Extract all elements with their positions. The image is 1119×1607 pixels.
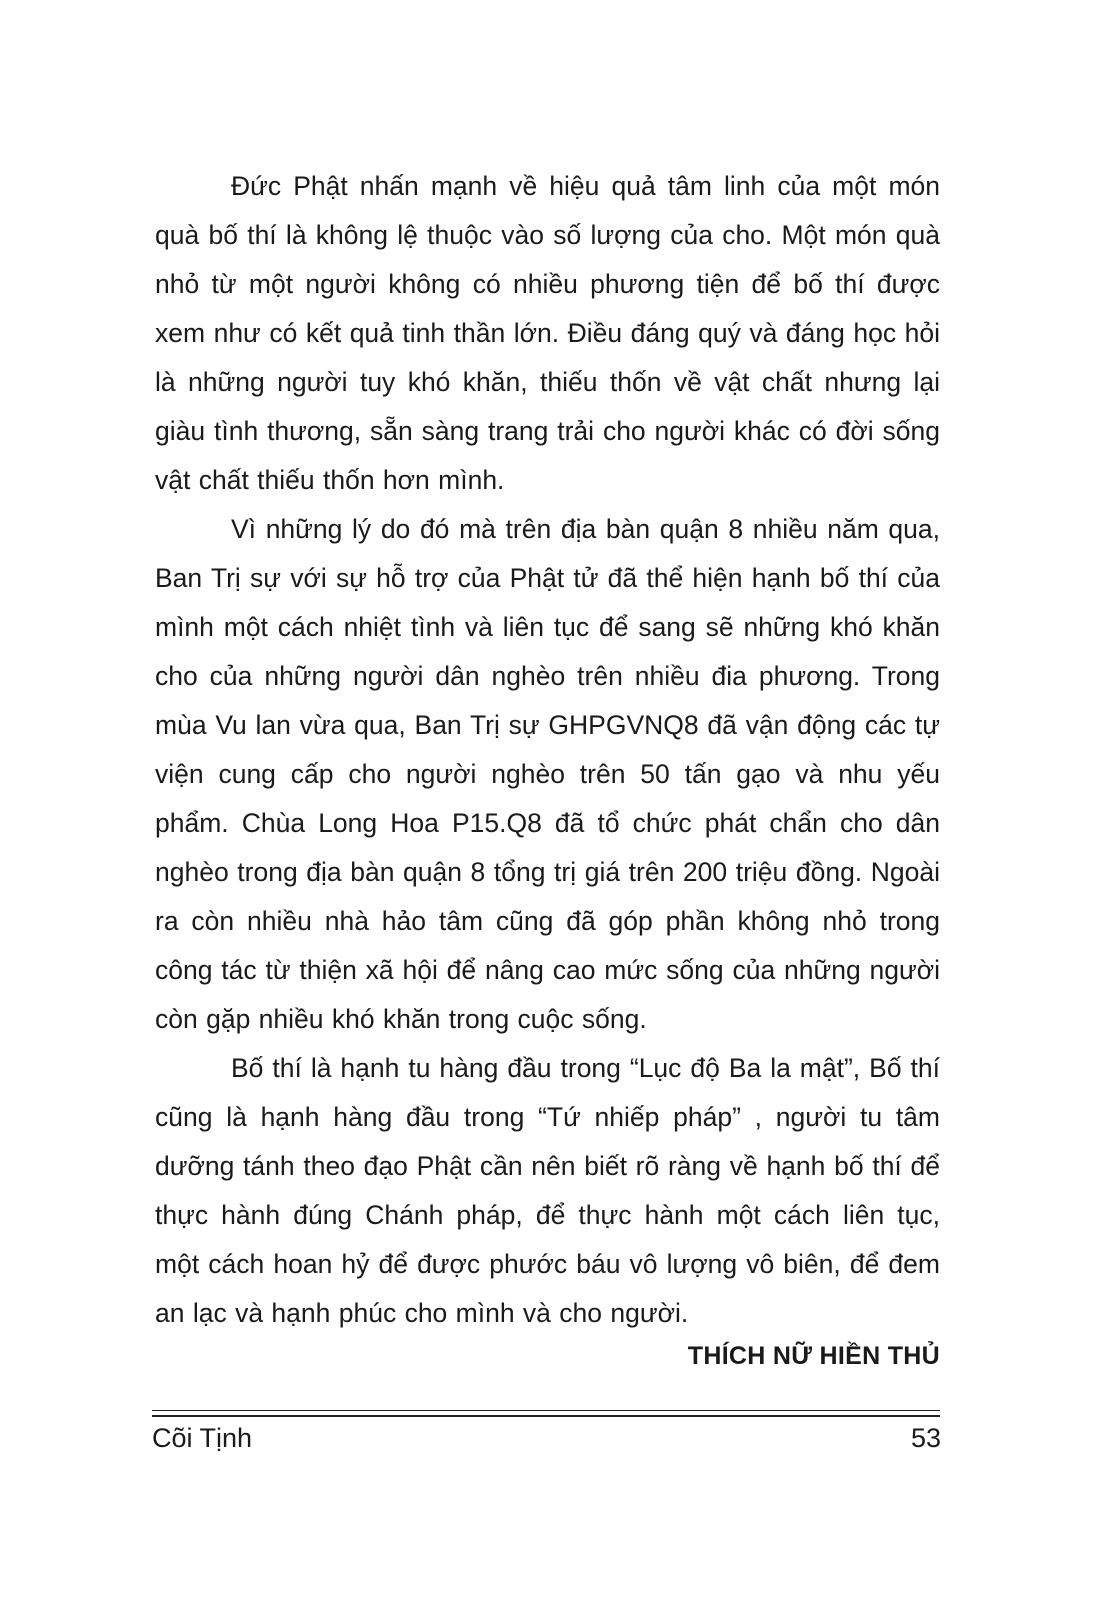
footer-publication-title: Cõi Tịnh [152, 1423, 253, 1453]
footer-divider-bold [152, 1415, 940, 1417]
footer-divider [152, 1410, 940, 1411]
footer-page-number: 53 [910, 1423, 941, 1453]
article-body [155, 162, 940, 1338]
paragraph-3: Bố thí là hạnh tu hàng đầu trong “Lục độ Ba la mật”, Bố thí cũng là hạnh hàng đầu trong “Tứ nhiếp pháp” , người tu tâm dưỡng tánh theo đạo Phật cần nên biết rõ ràng về hạnh bố thí để thực hành đúng Chánh pháp, để thực hành một cách liên tục, một cách hoan hỷ để được phước báu vô lượng vô biên, để đem an lạc và hạnh phúc cho mình và cho người. [155, 1053, 940, 1328]
paragraph-2: Vì những lý do đó mà trên địa bàn quận 8 nhiều năm qua, Ban Trị sự với sự hỗ trợ của Phật tử đã thể hiện hạnh bố thí của mình một cách nhiệt tình và liên tục để sang sẽ những khó khăn cho của những người dân nghèo trên nhiều đia phương. Trong mùa Vu lan vừa qua, Ban Trị sự GHPGVNQ8 đã vận động các tự viện cung cấp cho người nghèo trên 50 tấn gạo và nhu yếu phẩm. Chùa Long Hoa P15.Q8 đã tổ chức phát chẩn cho dân nghèo trong địa bàn quận 8 tổng trị giá trên 200 triệu đồng. Ngoài ra còn nhiều nhà hảo tâm cũng đã góp phần không nhỏ trong công tác từ thiện xã hội để nâng cao mức sống của những người còn gặp nhiều khó khăn trong cuộc sống. [155, 514, 940, 1034]
author-signature: THÍCH NỮ HIỀN THỦ [687, 1342, 940, 1370]
paragraph-1: Đức Phật nhấn mạnh về hiệu quả tâm linh của một món quà bố thí là không lệ thuộc vào số lượng của cho. Một món quà nhỏ từ một người không có nhiều phương tiện để bố thí được xem như có kết quả tinh thần lớn. Điều đáng quý và đáng học hỏi là những người tuy khó khăn, thiếu thốn về vật chất nhưng lại giàu tình thương, sẵn sàng trang trải cho người khác có đời sống vật chất thiếu thốn hơn mình. [155, 171, 940, 495]
